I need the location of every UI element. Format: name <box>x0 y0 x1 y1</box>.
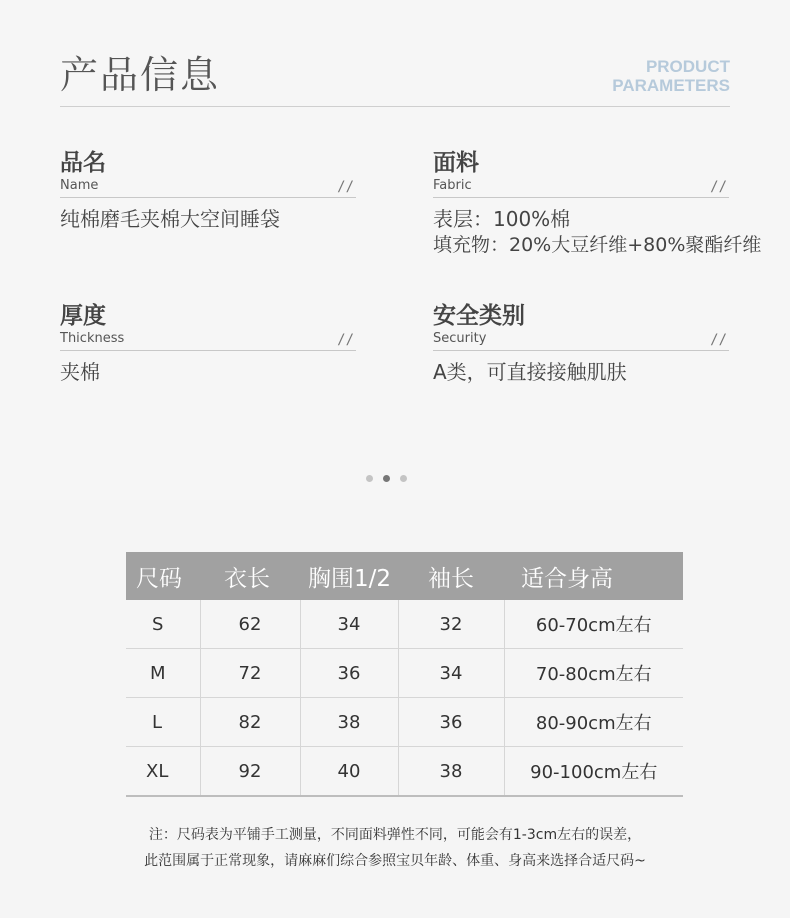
cell-length: 72 <box>200 649 300 698</box>
note-line-2: 此范围属于正常现象，请麻麻们综合参照宝贝年龄、体重、身高来选择合适尺码~ <box>144 853 646 869</box>
field-slash: // <box>337 179 354 195</box>
field-thickness <box>60 302 356 385</box>
field-fabric <box>433 149 762 258</box>
cell-size: XL <box>126 747 200 797</box>
cell-height: 90-100cm左右 <box>504 747 683 797</box>
header-length: 衣长 <box>200 552 300 600</box>
cell-length: 82 <box>200 698 300 747</box>
field-value-line-1: 表层：100%棉 <box>433 207 571 231</box>
cell-height: 70-80cm左右 <box>504 649 683 698</box>
cell-sleeve: 34 <box>398 649 504 698</box>
field-divider <box>60 197 356 198</box>
cell-length: 62 <box>200 600 300 649</box>
cell-chest: 34 <box>300 600 398 649</box>
size-table <box>126 552 683 797</box>
field-divider <box>60 350 356 351</box>
field-label-cn: 面料 <box>433 150 479 176</box>
cell-sleeve: 36 <box>398 698 504 747</box>
cell-length: 92 <box>200 747 300 797</box>
table-row <box>126 698 683 747</box>
field-slash: // <box>710 179 727 195</box>
carousel-dots <box>366 475 407 482</box>
field-name <box>60 149 356 232</box>
table-row <box>126 649 683 698</box>
table-row <box>126 600 683 649</box>
table-row <box>126 747 683 797</box>
field-divider <box>433 197 729 198</box>
carousel-dot-active[interactable] <box>383 475 390 482</box>
field-label-en: Security <box>433 331 487 346</box>
title-divider <box>60 106 730 107</box>
cell-size: L <box>126 698 200 747</box>
cell-size: S <box>126 600 200 649</box>
field-label-en: Fabric <box>433 178 472 193</box>
carousel-dot[interactable] <box>366 475 373 482</box>
field-label-cn: 厚度 <box>60 303 106 329</box>
size-note <box>0 822 790 874</box>
field-slash: // <box>337 332 354 348</box>
page-title: 产品信息 <box>60 53 221 97</box>
carousel-dot[interactable] <box>400 475 407 482</box>
field-value: 夹棉 <box>60 360 100 384</box>
header-chest: 胸围1/2 <box>300 552 398 600</box>
cell-size: M <box>126 649 200 698</box>
field-label-cn: 安全类别 <box>433 303 525 329</box>
size-table-header-row <box>126 552 683 600</box>
field-value: 纯棉磨毛夹棉大空间睡袋 <box>60 207 280 231</box>
field-security <box>433 302 729 385</box>
field-divider <box>433 350 729 351</box>
field-label-en: Name <box>60 178 99 193</box>
header-height: 适合身高 <box>504 552 683 600</box>
field-label-cn: 品名 <box>60 150 106 176</box>
cell-height: 80-90cm左右 <box>504 698 683 747</box>
note-line-1: 注：尺码表为平铺手工测量，不同面料弹性不同，可能会有1-3cm左右的误差， <box>148 827 642 843</box>
field-value-line-2: 填充物：20%大豆纤维+80%聚酯纤维 <box>433 234 762 256</box>
field-slash: // <box>710 332 727 348</box>
cell-chest: 40 <box>300 747 398 797</box>
field-label-en: Thickness <box>60 331 125 346</box>
cell-chest: 36 <box>300 649 398 698</box>
subtitle-line-2: PARAMETERS <box>612 76 730 95</box>
cell-chest: 38 <box>300 698 398 747</box>
header-size: 尺码 <box>126 552 200 600</box>
cell-sleeve: 32 <box>398 600 504 649</box>
cell-height: 60-70cm左右 <box>504 600 683 649</box>
field-value: A类，可直接接触肌肤 <box>433 360 627 384</box>
header-sleeve: 袖长 <box>398 552 504 600</box>
cell-sleeve: 38 <box>398 747 504 797</box>
subtitle-line-1: PRODUCT <box>645 57 730 76</box>
page-subtitle <box>530 57 730 95</box>
